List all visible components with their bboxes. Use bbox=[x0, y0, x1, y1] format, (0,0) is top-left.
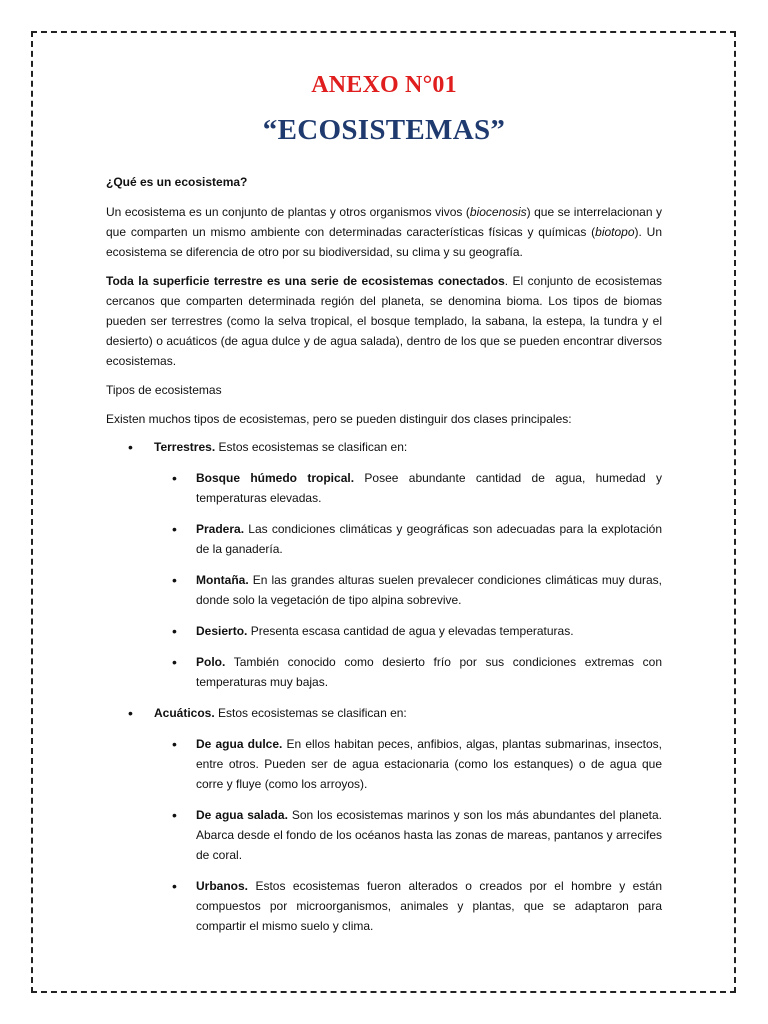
biome-lead-bold: Toda la superficie terrestre es una serie de ecosistemas conectados bbox=[106, 274, 505, 288]
subtype-text: Las condiciones climáticas y geográficas son adecuadas para la explotación de la ganadería. bbox=[196, 522, 662, 556]
subtype-term: Bosque húmedo tropical. bbox=[196, 471, 355, 485]
subtype-text: Estos ecosistemas fueron alterados o creados por el hombre y están compuestos por microorganismos, animales y plantas, que se adaptaron para compartir el mismo suelo y clima. bbox=[196, 879, 662, 933]
terrestrial-subtype-list bbox=[154, 468, 662, 692]
biome-text: . El conjunto de ecosistemas cercanos que comparten determinada región del planeta, se denomina bioma. Los tipos de biomas pueden ser terrestres (como la selva tropical, el bosque templado, la sabana, la estepa, la tundra y el desierto) o acuáticos (de agua dulce y de agua salada), dentro de los que se pueden encontrar diversos ecosistemas. bbox=[106, 274, 662, 368]
list-item bbox=[152, 621, 662, 641]
question-heading: ¿Qué es un ecosistema? bbox=[106, 175, 248, 189]
list-item bbox=[152, 652, 662, 692]
types-heading: Tipos de ecosistemas bbox=[106, 383, 222, 397]
subtype-term: Urbanos. bbox=[196, 879, 249, 893]
class-desc: Estos ecosistemas se clasifican en: bbox=[215, 440, 408, 454]
subtype-text: Posee abundante cantidad de agua, humedad y temperaturas elevadas. bbox=[196, 471, 663, 505]
list-item-acuaticos bbox=[106, 703, 662, 936]
page-title: “ECOSISTEMAS” bbox=[262, 114, 506, 146]
definition-text-3: ). Un ecosistema se diferencia de otro por su biodiversidad, su clima y su geografía. bbox=[106, 225, 662, 259]
ecosystem-class-list bbox=[106, 437, 662, 936]
subtype-term: Polo. bbox=[196, 655, 226, 669]
list-item bbox=[152, 468, 662, 508]
biocenosis-term: biocenosis bbox=[469, 205, 527, 219]
biotopo-term: biotopo bbox=[595, 225, 635, 239]
list-item bbox=[152, 734, 662, 794]
class-name: Terrestres. bbox=[154, 440, 216, 454]
biome-paragraph bbox=[106, 271, 662, 371]
list-item bbox=[152, 805, 662, 865]
subtype-term: Montaña. bbox=[196, 573, 249, 587]
list-item bbox=[152, 570, 662, 610]
subtype-term: De agua salada. bbox=[196, 808, 288, 822]
definition-text-1: Un ecosistema es un conjunto de plantas y otros organismos vivos ( bbox=[106, 205, 470, 219]
subtype-term: De agua dulce. bbox=[196, 737, 283, 751]
aquatic-subtype-list bbox=[154, 734, 662, 936]
subtype-text: En las grandes alturas suelen prevalecer condiciones climáticas muy duras, donde solo la vegetación de tipo alpina sobrevive. bbox=[196, 573, 662, 607]
class-name: Acuáticos. bbox=[154, 706, 215, 720]
subtype-text: También conocido como desierto frío por sus condiciones extremas con temperaturas muy bajas. bbox=[196, 655, 662, 689]
annex-title: ANEXO N°01 bbox=[311, 72, 457, 98]
types-lead: Existen muchos tipos de ecosistemas, pero se pueden distinguir dos clases principales: bbox=[106, 412, 572, 426]
list-item bbox=[152, 876, 662, 936]
subtype-term: Pradera. bbox=[196, 522, 245, 536]
document-body bbox=[106, 172, 662, 947]
class-desc: Estos ecosistemas se clasifican en: bbox=[214, 706, 407, 720]
subtype-term: Desierto. bbox=[196, 624, 248, 638]
definition-paragraph bbox=[106, 202, 662, 262]
subtype-text: En ellos habitan peces, anfibios, algas, plantas submarinas, insectos, entre otros. Pueden ser de agua estacionaria (como los estanques) o de agua que corre y fluye (como los arroyos). bbox=[196, 737, 662, 791]
subtype-text: Son los ecosistemas marinos y son los más abundantes del planeta. Abarca desde el fondo de los océanos hasta las zonas de mareas, pantanos y arrecifes de coral. bbox=[196, 808, 662, 862]
definition-text-2: ) que se interrelacionan y que comparten un mismo ambiente con determinadas características físicas y químicas ( bbox=[106, 205, 662, 239]
subtype-text: Presenta escasa cantidad de agua y elevadas temperaturas. bbox=[247, 624, 574, 638]
list-item-terrestres bbox=[106, 437, 662, 692]
list-item bbox=[152, 519, 662, 559]
